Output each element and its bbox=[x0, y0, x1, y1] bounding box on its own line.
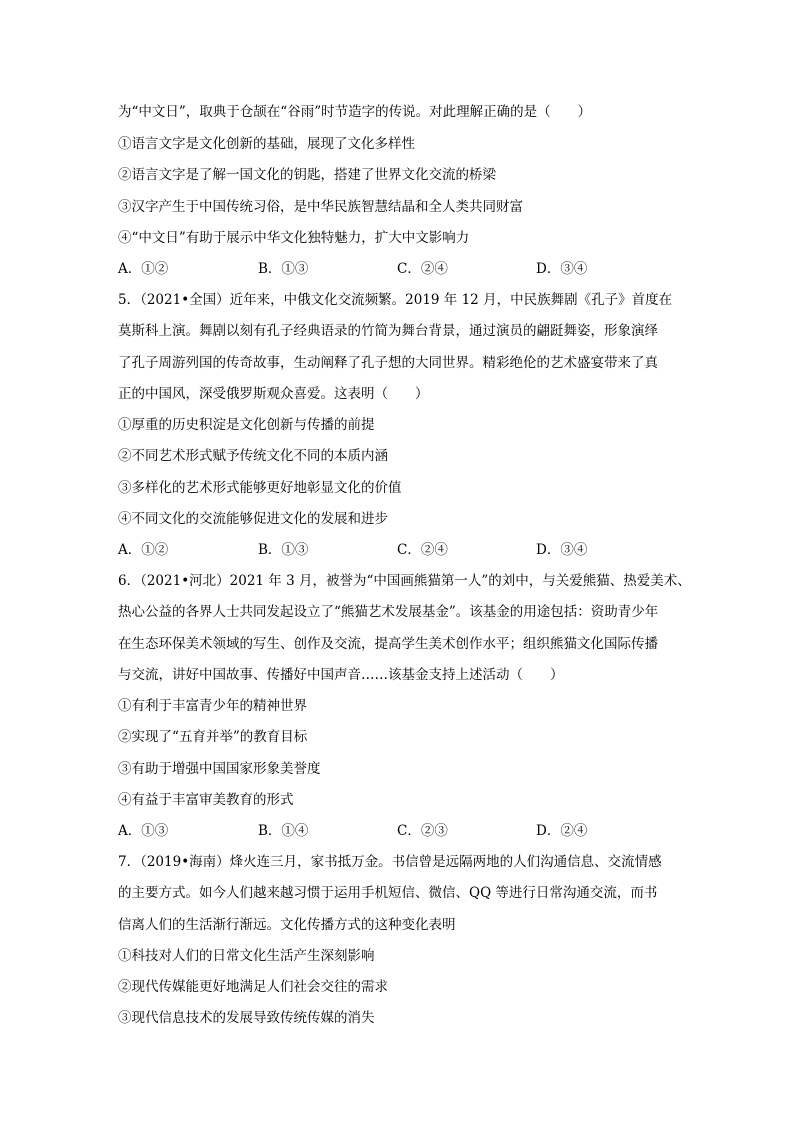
q4-choice-c[interactable]: C．②④ bbox=[397, 261, 448, 277]
q7-stem-line-3: 信离人们的生活渐行渐远。文化传播方式的这种变化表明 bbox=[118, 917, 456, 933]
q4-option-4: ④“中文日”有助于展示中华文化独特魅力，扩大中文影响力 bbox=[118, 230, 470, 246]
q4-option-2: ②语言文字是了解一国文化的钥匙，搭建了世界文化交流的桥梁 bbox=[118, 167, 496, 183]
q5-choice-d[interactable]: D．③④ bbox=[536, 542, 588, 558]
q5-choices bbox=[118, 541, 678, 559]
q4-choices bbox=[118, 260, 678, 278]
q5-stem-line-3: 了孔子周游列国的传奇故事，生动阐释了孔子想的大同世界。精彩绝伦的艺术盛宴带来了真 bbox=[118, 355, 658, 371]
q4-choice-d[interactable]: D．③④ bbox=[536, 261, 588, 277]
q7-option-2: ②现代传媒能更好地满足人们社会交往的需求 bbox=[118, 979, 388, 995]
q6-choices bbox=[118, 822, 678, 840]
q5-option-2: ②不同艺术形式赋予传统文化不同的本质内涵 bbox=[118, 448, 388, 464]
q7-stem-line-1: 7．（2019•海南）烽火连三月，家书抵万金。书信曾是远隔两地的人们沟通信息、交流情感 bbox=[118, 854, 662, 870]
q4-option-1: ①语言文字是文化创新的基础，展现了文化多样性 bbox=[118, 136, 415, 152]
q6-stem-line-2: 热心公益的各界人士共同发起设立了“熊猫艺术发展基金”。该基金的用途包括：资助青少年 bbox=[118, 604, 659, 620]
q5-stem-line-2: 莫斯科上演。舞剧以刻有孔子经典语录的竹简为舞台背景，通过演员的翩跹舞姿，形象演绎 bbox=[118, 323, 658, 339]
q6-choice-c[interactable]: C．②③ bbox=[397, 823, 448, 839]
q5-option-4: ④不同文化的交流能够促进文化的发展和进步 bbox=[118, 511, 388, 527]
q5-option-1: ①厚重的历史积淀是文化创新与传播的前提 bbox=[118, 417, 375, 433]
q6-choice-b[interactable]: B．①④ bbox=[258, 823, 309, 839]
q5-choice-b[interactable]: B．①③ bbox=[258, 542, 309, 558]
q7-option-1: ①科技对人们的日常文化生活产生深刻影响 bbox=[118, 948, 375, 964]
q4-choice-b[interactable]: B．①③ bbox=[258, 261, 309, 277]
q6-stem-line-1: 6．（2021•河北）2021 年 3 月，被誉为“中国画熊猫第一人”的刘中，与关爱熊猫、热爱美术、 bbox=[118, 573, 691, 589]
q5-stem-line-4: 正的中国风，深受俄罗斯观众喜爱。这表明（ ） bbox=[118, 386, 429, 402]
q6-option-3: ③有助于增强中国国家形象美誉度 bbox=[118, 761, 321, 777]
q6-choice-a[interactable]: A．①③ bbox=[118, 823, 169, 839]
q6-option-2: ②实现了“五育并举”的教育目标 bbox=[118, 729, 308, 745]
q4-option-3: ③汉字产生于中国传统习俗，是中华民族智慧结晶和全人类共同财富 bbox=[118, 199, 523, 215]
q4-choice-a[interactable]: A．①② bbox=[118, 261, 169, 277]
q5-stem-line-1: 5．（2021•全国）近年来，中俄文化交流频繁。2019 年 12 月，中民族舞剧《孔子》首度在 bbox=[118, 292, 673, 308]
q6-option-1: ①有利于丰富青少年的精神世界 bbox=[118, 698, 307, 714]
q5-option-3: ③多样化的艺术形式能够更好地彰显文化的价值 bbox=[118, 480, 402, 496]
q4-stem-line: 为“中文日”，取典于仓颉在“谷雨”时节造字的传说。对此理解正确的是（ ） bbox=[118, 104, 592, 120]
q7-option-3: ③现代信息技术的发展导致传统传媒的消失 bbox=[118, 1010, 375, 1026]
q6-stem-line-3: 在生态环保美术领域的写生、创作及交流，提高学生美术创作水平；组织熊猫文化国际传播 bbox=[118, 636, 658, 652]
q5-choice-a[interactable]: A．①② bbox=[118, 542, 169, 558]
q6-stem-line-4: 与交流，讲好中国故事、传播好中国声音……该基金支持上述活动（ ） bbox=[118, 667, 564, 683]
q7-stem-line-2: 的主要方式。如今人们越来越习惯于运用手机短信、微信、QQ 等进行日常沟通交流，而书 bbox=[118, 885, 658, 901]
q6-choice-d[interactable]: D．②④ bbox=[536, 823, 588, 839]
q6-option-4: ④有益于丰富审美教育的形式 bbox=[118, 792, 294, 808]
q5-choice-c[interactable]: C．②④ bbox=[397, 542, 448, 558]
